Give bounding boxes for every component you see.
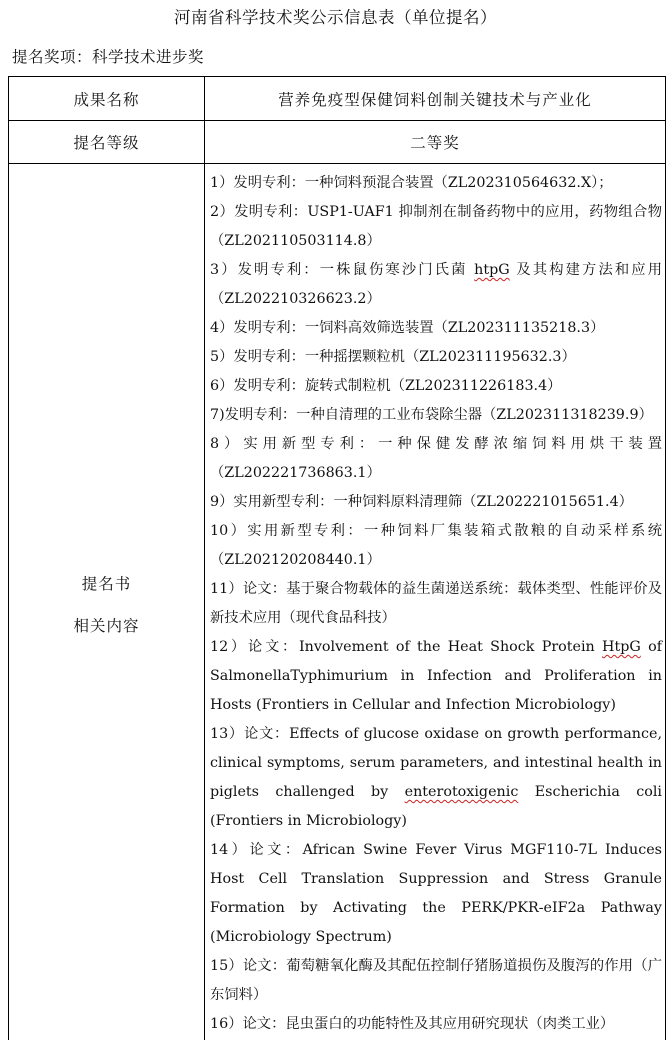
list-item: 7)发明专利：一种自清理的工业布袋除尘器（ZL202311318239.9）	[210, 407, 653, 423]
list-item: 16）论文：昆虫蛋白的功能特性及其应用研究现状（肉类工业）	[210, 1016, 615, 1032]
achievement-name-label: 成果名称	[73, 90, 140, 109]
list-item: 13）论文：Effects of glucose oxidase on growth performance, clinical symptoms, serum parameters, and intestinal health in piglets challenged by enterotoxigenic Escherichia coli (Frontiers in Microbiology)	[210, 726, 662, 829]
award-type: 提名奖项：科学技术进步奖	[12, 48, 205, 66]
list-item: 11）论文：基于聚合物载体的益生菌递送系统：载体类型、性能评价及新技术应用（现代食品科技）	[210, 581, 662, 626]
nomination-level-label: 提名等级	[73, 134, 140, 152]
document-title: 河南省科学技术奖公示信息表（单位提名）	[174, 8, 497, 27]
list-item: 8）实用新型专利：一种保健发酵浓缩饲料用烘干装置（ZL202221736863.1）	[210, 436, 662, 481]
column-divider	[204, 77, 205, 1040]
nomination-content-label	[9, 563, 204, 647]
list-item: 4）发明专利：一饲料高效筛选装置（ZL202311135218.3）	[210, 320, 605, 336]
list-item: 1）发明专利：一种饲料预混合装置（ZL202310564632.X）；	[210, 175, 613, 191]
list-item: 10）实用新型专利：一种饲料厂集装箱式散粮的自动采样系统（ZL202120208440.1）	[210, 523, 662, 568]
list-item: 9）实用新型专利：一种饲料原料清理筛（ZL202221015651.4）	[210, 494, 633, 510]
achievement-name-value: 营养免疫型保健饲料创制关键技术与产业化	[278, 90, 592, 109]
list-item: 3）发明专利：一株鼠伤寒沙门氏菌 htpG 及其构建方法和应用（ZL202210326623.2）	[210, 262, 662, 307]
content-label-line-2: 相关内容	[73, 617, 140, 635]
info-table	[8, 76, 666, 1040]
list-item: 6）发明专利：旋转式制粒机（ZL202311226183.4）	[210, 378, 562, 394]
list-item: 12）论文：Involvement of the Heat Shock Protein HtpG of SalmonellaTyphimurium in Infection and Proliferation in Hosts (Frontiers in Cellular and Infection Microbiology)	[210, 639, 662, 713]
list-item: 15）论文：葡萄糖氧化酶及其配伍控制仔猪肠道损伤及腹泻的作用（广东饲料）	[210, 958, 662, 1003]
list-item: 5）发明专利：一种摇摆颗粒机（ZL202311195632.3）	[210, 349, 576, 365]
row-divider	[9, 163, 665, 164]
content-label-line-1: 提名书	[81, 575, 132, 593]
nomination-level-value: 二等奖	[410, 134, 460, 152]
list-item: 2）发明专利：USP1-UAF1 抑制剂在制备药物中的应用，药物组合物（ZL202110503114.8）	[210, 204, 662, 249]
list-item: 14）论文：African Swine Fever Virus MGF110-7L Induces Host Cell Translation Suppression and Stress Granule Formation by Activating the PERK/PKR-eIF2a Pathway (Microbiology Spectrum)	[210, 842, 662, 945]
content-list	[210, 169, 662, 1039]
